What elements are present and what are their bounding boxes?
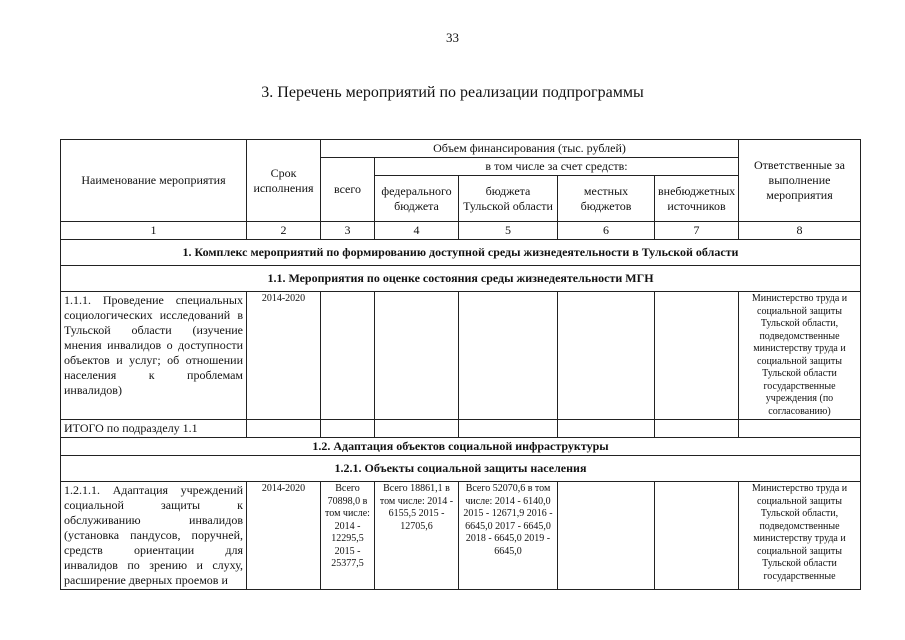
measures-table — [60, 139, 861, 590]
section-1-heading: 1. Комплекс мероприятий по формированию доступной среды жизнедеятельности в Тульской области — [61, 240, 861, 266]
header-total: всего — [321, 158, 375, 222]
row-1-1-1-term: 2014-2020 — [247, 292, 321, 420]
col-num-6: 6 — [558, 222, 655, 240]
row-1-1-1-regional — [459, 292, 558, 420]
itogo-1-1-label: ИТОГО по подразделу 1.1 — [61, 420, 247, 438]
document-title: 3. Перечень мероприятий по реализации подпрограммы — [261, 84, 644, 101]
row-1-1-1-total — [321, 292, 375, 420]
row-1-1-1-federal — [375, 292, 459, 420]
row-1-1-1-local — [558, 292, 655, 420]
row-1-2-1-1-federal: Всего 18861,1 в том числе: 2014 - 6155,5 2015 - 12705,6 — [375, 482, 459, 590]
col-num-3: 3 — [321, 222, 375, 240]
row-1-2-1-1-responsible: Министерство труда и социальной защиты Тульской области, подведомственные министерству труда и социальной защиты Тульской области государственные — [739, 482, 861, 590]
row-1-1-1-responsible: Министерство труда и социальной защиты Тульской области, подведомственные министерству труда и социальной защиты Тульской области государственные учреждения (по согласованию) — [739, 292, 861, 420]
header-federal: федерального бюджета — [375, 176, 459, 222]
section-1-1-heading: 1.1. Мероприятия по оценке состояния среды жизнедеятельности МГН — [61, 266, 861, 292]
itogo-1-1-local — [558, 420, 655, 438]
header-regional: бюджета Тульской области — [459, 176, 558, 222]
header-name: Наименование мероприятия — [61, 140, 247, 222]
col-num-8: 8 — [739, 222, 861, 240]
itogo-1-1-federal — [375, 420, 459, 438]
row-1-2-1-1-term: 2014-2020 — [247, 482, 321, 590]
row-1-2-1-1-extra — [655, 482, 739, 590]
col-num-2: 2 — [247, 222, 321, 240]
header-term: Срок исполнения — [247, 140, 321, 222]
row-1-2-1-1-name: 1.2.1.1. Адаптация учреждений социальной защиты к обслуживанию инвалидов (установка пандусов, поручней, средств ориентации для инвалидов по зрению и слуху, расширение дверных проемов и — [61, 482, 247, 590]
itogo-1-1-term — [247, 420, 321, 438]
row-1-2-1-1-regional: Всего 52070,6 в том числе: 2014 - 6140,0 2015 - 12671,9 2016 - 6645,0 2017 - 6645,0 2018 - 6645,0 2019 - 6645,0 — [459, 482, 558, 590]
header-funding: Объем финансирования (тыс. рублей) — [321, 140, 739, 158]
header-including: в том числе за счет средств: — [375, 158, 739, 176]
row-1-2-1-1-total: Всего 70898,0 в том числе: 2014 - 12295,5 2015 - 25377,5 — [321, 482, 375, 590]
section-1-2-heading: 1.2. Адаптация объектов социальной инфраструктуры — [61, 438, 861, 456]
row-1-1-1-extra — [655, 292, 739, 420]
header-responsible: Ответственные за выполнение мероприятия — [739, 140, 861, 222]
col-num-7: 7 — [655, 222, 739, 240]
col-num-1: 1 — [61, 222, 247, 240]
header-extra: внебюджетных источников — [655, 176, 739, 222]
header-local: местных бюджетов — [558, 176, 655, 222]
itogo-1-1-total — [321, 420, 375, 438]
itogo-1-1-responsible — [739, 420, 861, 438]
row-1-1-1-name: 1.1.1. Проведение специальных социологических исследований в Тульской области (изучение мнения инвалидов о доступности объектов и услуг; об отношении населения к проблемам инвалидов) — [61, 292, 247, 420]
itogo-1-1-extra — [655, 420, 739, 438]
itogo-1-1-regional — [459, 420, 558, 438]
col-num-4: 4 — [375, 222, 459, 240]
section-1-2-1-heading: 1.2.1. Объекты социальной защиты населения — [61, 456, 861, 482]
page-number: 33 — [446, 30, 459, 45]
col-num-5: 5 — [459, 222, 558, 240]
row-1-2-1-1-local — [558, 482, 655, 590]
